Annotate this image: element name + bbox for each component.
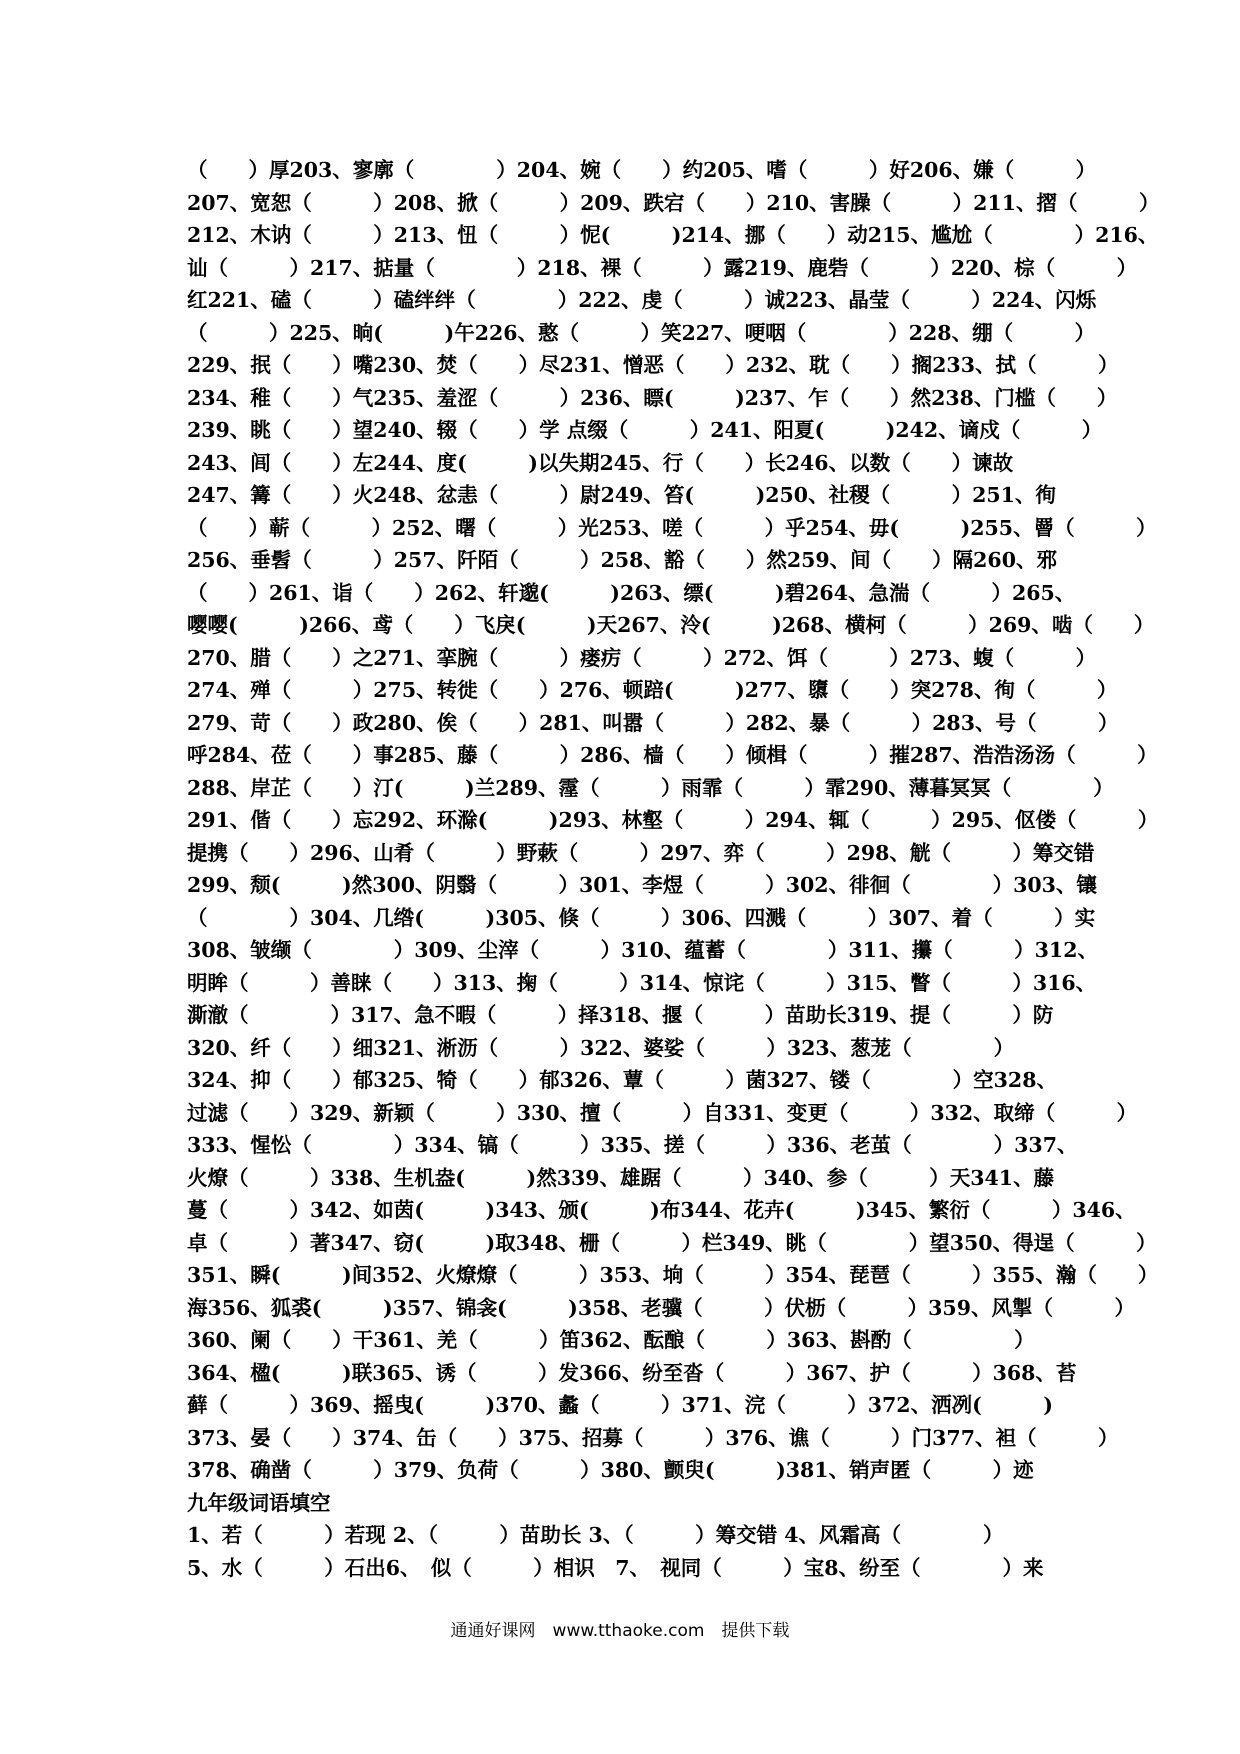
text-line: 247、篝（ ）火248、忿恚（ ）尉249、笞( )250、社稷（ ）251、徇 <box>187 483 1056 507</box>
text-line: 229、抿（ ）嘴230、焚（ ）尽231、憎恶（ ）232、耽（ ）搁233、拭（ ） <box>187 353 1119 377</box>
text-line: 279、苛（ ）政280、俟（ ）281、叫嚣（ ）282、暴（ ）283、号（ ） <box>187 710 1119 735</box>
text-line: 火燎（ ）338、生机盎( )然339、雄踞（ ）340、参（ ）天341、藤 <box>187 1165 1055 1190</box>
text-line: 明眸（ ）善睐（ ）313、掬（ ）314、惊诧（ ）315、瞥（ ）316、 <box>187 970 1097 995</box>
text-line: 5、水（ ）石出6、 似（ ）相识 7、 视同（ ）宝8、纷至（ ）来 <box>187 1555 1044 1580</box>
text-line: 270、腊（ ）之271、挛腕（ ）瘘疠（ ）272、饵（ ）273、蝮（ ） <box>187 645 1097 670</box>
text-line: （ ）厚203、寥廓（ ）204、婉（ ）约205、嗜（ ）好206、嫌（ ） <box>187 158 1097 182</box>
text-line: 299、颓( )然300、阴翳（ ）301、李煜（ ）302、徘徊（ ）303、镶 <box>187 873 1097 897</box>
text-line: 澌澈（ ）317、急不暇（ ）择318、揠（ ）苗助长319、提（ ）防 <box>187 1003 1054 1027</box>
text-line: 过滤（ ）329、新颖（ ）330、擅（ ）自331、变更（ ）332、取缔（ ） <box>187 1100 1138 1125</box>
text-line: 274、殚（ ）275、转徙（ ）276、顿踣( )277、隳（ ）突278、徇（ ） <box>187 678 1118 702</box>
text-line: 373、晏（ ）374、缶（ ）375、招募（ ）376、谯（ ）门377、袒（ ） <box>187 1425 1119 1450</box>
text-line: （ ）蕲（ ）252、曙（ ）光253、嗟（ ）乎254、毋( )255、罾（ ） <box>187 515 1157 540</box>
text-line: 256、垂髫（ ）257、阡陌（ ）258、豁（ ）然259、间（ ）隔260、邪 <box>187 548 1057 572</box>
text-line: 364、楹( )联365、诱（ ）发366、纷至沓（ ）367、护（ ）368、苔 <box>187 1360 1077 1385</box>
text-line: 藓（ ）369、摇曳( )370、蠡（ ）371、浣（ ）372、洒冽( ) <box>187 1393 1053 1417</box>
text-line: 卓（ ）著347、窃( )取348、栅（ ）栏349、眺（ ）望350、得逞（ ） <box>187 1230 1157 1255</box>
text-line: 红221、磕（ ）磕绊绊（ ）222、虔（ ）诚223、晶莹（ ）224、闪烁 <box>187 288 1097 312</box>
text-line: 212、木讷（ ）213、忸（ ）怩( )214、挪（ ）动215、尴尬（ ）216、 <box>187 223 1159 247</box>
text-line: 360、阑（ ）干361、羌（ ）笛362、酝酿（ ）363、斟酌（ ） <box>187 1328 1035 1352</box>
text-line: 320、纤（ ）细321、淅沥（ ）322、婆娑（ ）323、葱茏（ ） <box>187 1035 1015 1060</box>
text-line: 351、瞬( )间352、火燎燎（ ）353、垧（ ）354、琵琶（ ）355、瀚（ ） <box>187 1263 1159 1287</box>
text-line: 海356、狐裘( )357、锦衾( )358、老骥（ ）伏枥（ ）359、风掣（ ） <box>187 1295 1135 1320</box>
text-line: 207、宽恕（ ）208、掀（ ）209、跌宕（ ）210、害臊（ ）211、摺（ ） <box>187 190 1160 215</box>
text-line: 308、皱缬（ ）309、尘滓（ ）310、蕴蓄（ ）311、攥（ ）312、 <box>187 938 1098 962</box>
footer: 通通好课网 www.tthaoke.com 提供下载 <box>450 1621 790 1641</box>
section-title: 1、若（ ）若现 2、（ ）苗助长 3、（ ）筹交错 4、风霜高（ ） <box>187 1523 1004 1547</box>
text-line: （ ）261、诣（ ）262、轩邈( )263、缥( )碧264、急湍（ ）265、 <box>187 580 1076 605</box>
text-line: 九年级词语填空 <box>187 1490 331 1515</box>
text-line: 讪（ ）217、掂量（ ）218、裸（ ）露219、鹿砦（ ）220、棕（ ） <box>187 255 1138 280</box>
text-line: 呼284、莅（ ）事285、藤（ ）286、樯（ ）倾楫（ ）摧287、浩浩汤汤（ ） <box>187 743 1158 767</box>
text-line: 蔓（ ）342、如茵( )343、颁( )布344、花卉( )345、繁衍（ ）346、 <box>187 1198 1136 1222</box>
text-line: 243、闾（ ）左244、度( )以失期245、行（ ）长246、以数（ ）谏故 <box>187 450 1014 475</box>
text-line: （ ）304、几绺( )305、倏（ ）306、四溅（ ）307、着（ ）实 <box>187 905 1096 930</box>
text-line: 239、眺（ ）望240、辍（ ）学 点缀（ ）241、阳夏( )242、谪戍（ ） <box>187 418 1103 442</box>
text-line: 提携（ ）296、山肴（ ）野蔌（ ）297、弈（ ）298、觥（ ）筹交错 <box>187 840 1095 865</box>
worksheet-body <box>187 154 1160 1584</box>
text-line: 嘤嘤( )266、鸢（ ）飞戾( )天267、泠( )268、横柯（ ）269、啮（ ） <box>187 613 1155 637</box>
text-line: （ ）225、晌( )午226、憨（ ）笑227、哽咽（ ）228、绷（ ） <box>187 320 1096 345</box>
text-line: 333、惺忪（ ）334、镐（ ）335、搓（ ）336、老茧（ ）337、 <box>187 1133 1078 1157</box>
text-line: 288、岸芷（ ）汀( )兰289、霪（ ）雨霏（ ）霏290、薄暮冥冥（ ） <box>187 775 1114 800</box>
text-line: 234、稚（ ）气235、羞涩（ ）236、瞟( )237、乍（ ）然238、门槛（ ） <box>187 385 1118 410</box>
text-line: 324、抑（ ）郁325、犄（ ）郁326、蕈（ ）菌327、镂（ ）空328、 <box>187 1068 1057 1092</box>
text-line: 291、偕（ ）忘292、环滁( )293、林壑（ ）294、辄（ ）295、伛偻（ ） <box>187 808 1159 832</box>
text-line: 378、确凿（ ）379、负荷（ ）380、颤臾( )381、销声匿（ ）迹 <box>187 1458 1034 1482</box>
